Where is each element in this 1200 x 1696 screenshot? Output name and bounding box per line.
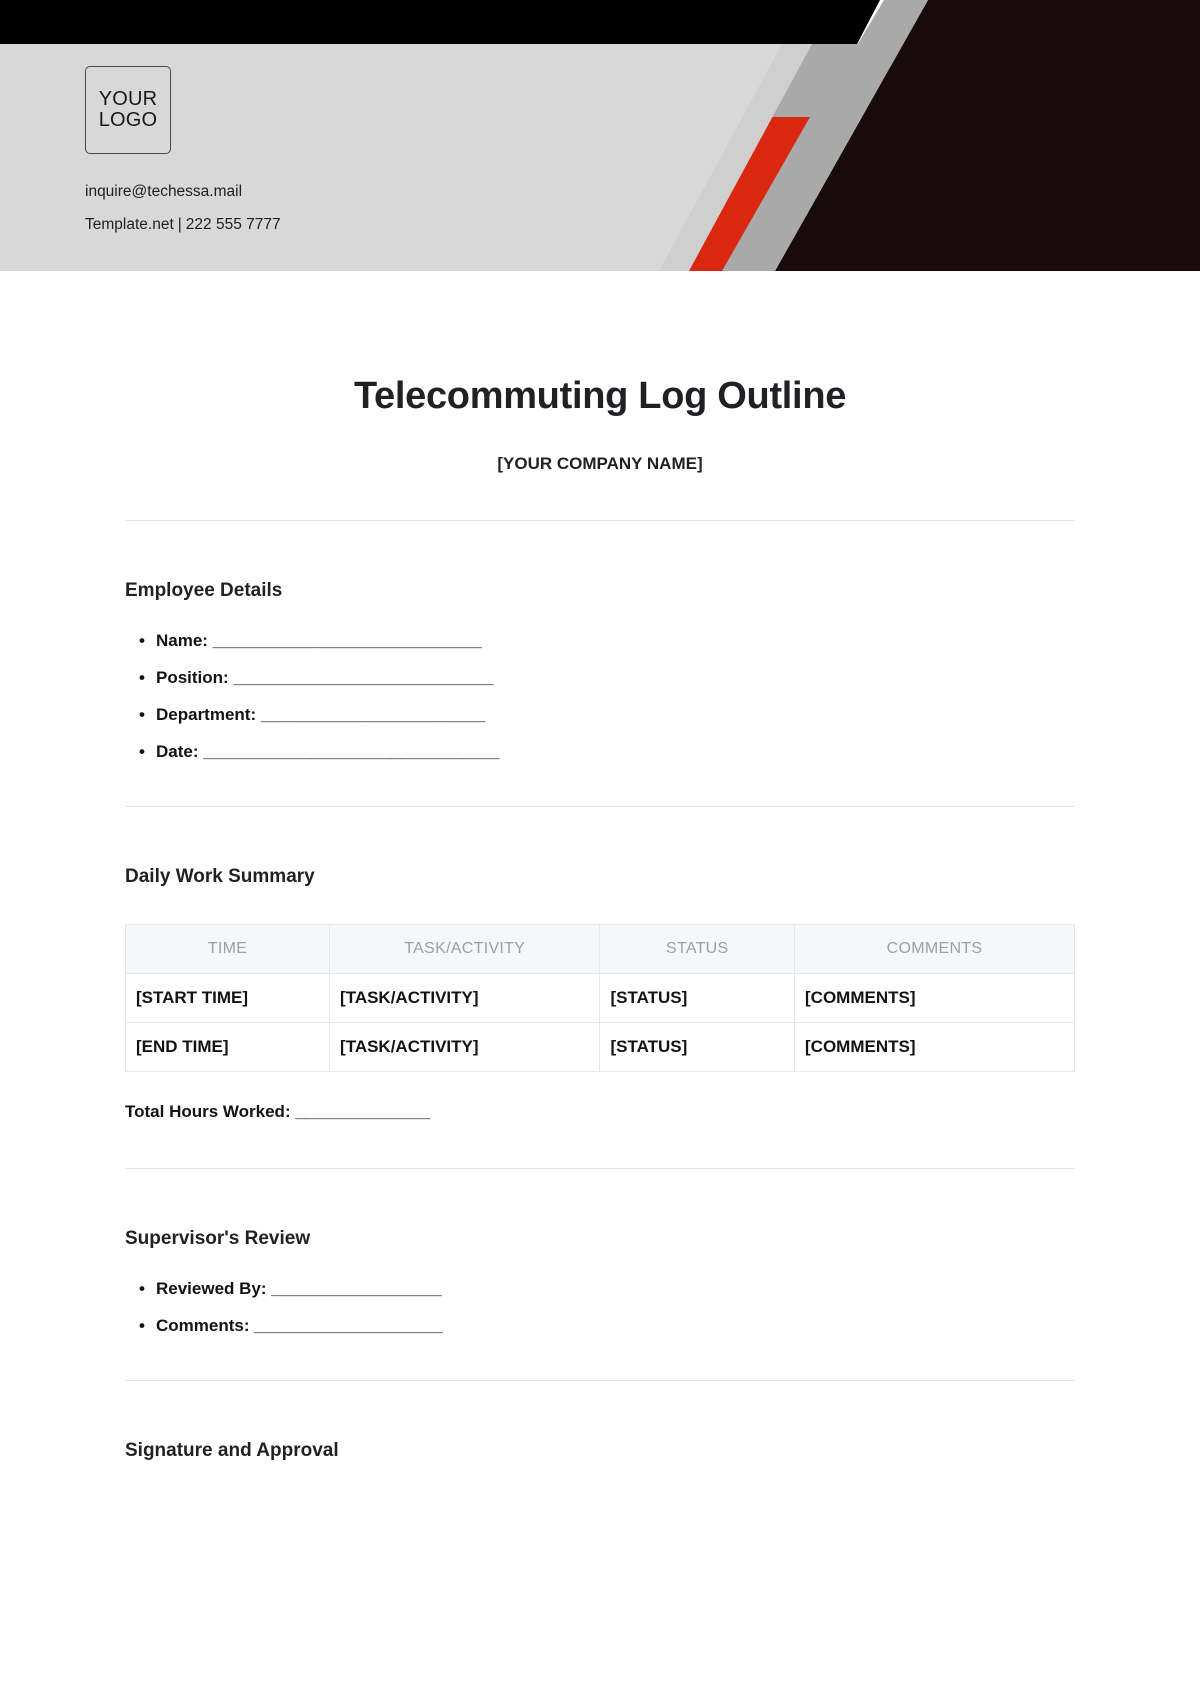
section-supervisors-review bbox=[125, 1228, 1075, 1334]
logo-text-line-2: LOGO bbox=[98, 109, 158, 131]
section-daily-work-summary bbox=[125, 866, 1075, 1122]
field-blank-date[interactable]: _________________________________ bbox=[203, 741, 499, 761]
cell-task-activity[interactable]: [TASK/ACTIVITY] bbox=[330, 973, 600, 1022]
list-item bbox=[139, 669, 1075, 686]
daily-work-summary-table bbox=[125, 924, 1075, 1072]
header-content bbox=[85, 66, 281, 241]
total-hours-blank[interactable]: _______________ bbox=[295, 1101, 430, 1121]
section-divider bbox=[125, 520, 1075, 521]
employee-details-list bbox=[125, 632, 1075, 760]
field-blank-reviewed-by[interactable]: ___________________ bbox=[271, 1278, 442, 1298]
table-row bbox=[126, 973, 1075, 1022]
supervisors-review-heading: Supervisor's Review bbox=[125, 1227, 311, 1249]
section-divider bbox=[125, 806, 1075, 807]
list-item bbox=[139, 706, 1075, 723]
section-divider bbox=[125, 1168, 1075, 1169]
field-label-reviewed-by: Reviewed By: bbox=[156, 1278, 267, 1298]
contact-website-phone bbox=[85, 209, 281, 242]
supervisors-review-list bbox=[125, 1280, 1075, 1334]
column-header-task-activity: TASK/ACTIVITY bbox=[330, 924, 600, 973]
field-blank-name[interactable]: ______________________________ bbox=[212, 630, 482, 650]
cell-status[interactable]: [STATUS] bbox=[600, 973, 795, 1022]
table-header-row bbox=[126, 924, 1075, 973]
column-header-status: STATUS bbox=[600, 924, 795, 973]
list-item bbox=[139, 743, 1075, 760]
column-header-comments: COMMENTS bbox=[795, 924, 1075, 973]
field-blank-department[interactable]: _________________________ bbox=[260, 704, 485, 724]
cell-time[interactable]: [START TIME] bbox=[126, 973, 330, 1022]
cell-comments[interactable]: [COMMENTS] bbox=[795, 1022, 1075, 1071]
daily-work-summary-heading: Daily Work Summary bbox=[125, 865, 315, 887]
list-item bbox=[139, 1280, 1075, 1297]
section-divider bbox=[125, 1380, 1075, 1381]
cell-task-activity[interactable]: [TASK/ACTIVITY] bbox=[330, 1022, 600, 1071]
contact-block bbox=[85, 176, 281, 241]
field-label-comments: Comments: bbox=[156, 1315, 250, 1335]
logo-text-line-1: YOUR bbox=[98, 87, 158, 110]
total-hours-worked-line bbox=[125, 1102, 1075, 1122]
list-item bbox=[139, 1317, 1075, 1334]
contact-separator: | bbox=[177, 215, 182, 233]
page-header-banner bbox=[0, 0, 1200, 271]
field-blank-position[interactable]: _____________________________ bbox=[233, 667, 494, 687]
document-body bbox=[0, 376, 1200, 1462]
section-signature-and-approval bbox=[125, 1440, 1075, 1462]
header-black-bar bbox=[0, 0, 880, 46]
contact-website: Template.net bbox=[85, 215, 174, 233]
signature-and-approval-heading: Signature and Approval bbox=[125, 1439, 339, 1461]
page-title: Telecommuting Log Outline bbox=[353, 375, 847, 417]
cell-time[interactable]: [END TIME] bbox=[126, 1022, 330, 1071]
field-label-position: Position: bbox=[156, 667, 229, 687]
field-label-name: Name: bbox=[156, 630, 208, 650]
contact-phone: 222 555 7777 bbox=[185, 215, 281, 233]
field-label-department: Department: bbox=[156, 704, 257, 724]
cell-comments[interactable]: [COMMENTS] bbox=[795, 973, 1075, 1022]
contact-email: inquire@techessa.mail bbox=[85, 183, 243, 200]
field-label-date: Date: bbox=[156, 741, 199, 761]
column-header-time: TIME bbox=[126, 924, 330, 973]
employee-details-heading: Employee Details bbox=[125, 579, 283, 601]
field-blank-comments[interactable]: _____________________ bbox=[254, 1315, 443, 1335]
total-hours-label: Total Hours Worked: bbox=[125, 1101, 291, 1121]
cell-status[interactable]: [STATUS] bbox=[600, 1022, 795, 1071]
table-row bbox=[126, 1022, 1075, 1071]
logo-placeholder bbox=[85, 66, 171, 154]
list-item bbox=[139, 632, 1075, 649]
company-name-placeholder: [YOUR COMPANY NAME] bbox=[497, 453, 703, 473]
section-employee-details bbox=[125, 580, 1075, 760]
